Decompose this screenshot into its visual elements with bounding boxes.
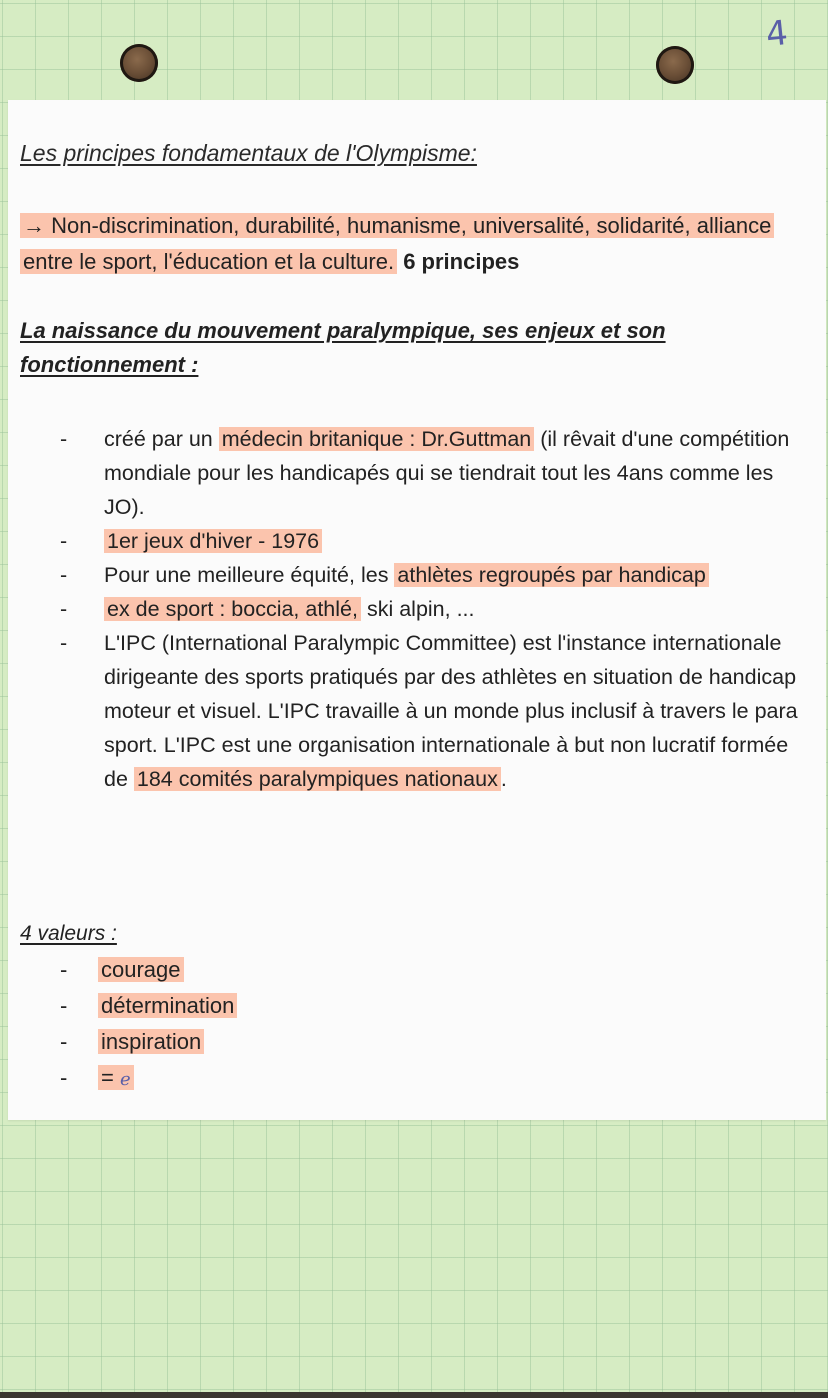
dash-marker: - (60, 993, 68, 1018)
page-number: 4 (763, 12, 790, 56)
value-inspiration: inspiration (98, 1029, 204, 1054)
heading-principles: Les principes fondamentaux de l'Olympisme: (20, 140, 477, 166)
bottom-edge (0, 1392, 828, 1398)
value-determination: détermination (98, 993, 237, 1018)
heading-paralympic-movement: La naissance du mouvement paralympique, ses enjeux et son fonctionnement : (20, 318, 666, 377)
dash-marker: - (60, 563, 68, 587)
values-list (8, 952, 237, 1098)
dash-marker: - (60, 1029, 68, 1054)
dash-marker: - (60, 427, 68, 451)
highlight: 184 comités paralympiques nationaux (134, 767, 501, 791)
list-item: - créé par un médecin britanique : Dr.Guttman (il rêvait d'une compétition mondiale pour les handicapés qui se tiendrait tout les 4ans comme les JO). (8, 422, 826, 524)
dash-marker: - (60, 597, 68, 621)
paralympic-bullet-list (8, 422, 826, 796)
dash-marker: - (60, 529, 68, 553)
highlight: athlètes regroupés par handicap (394, 563, 708, 587)
dash-marker: - (60, 631, 68, 655)
binder-hole-right (656, 46, 694, 84)
list-item: - Pour une meilleure équité, les athlètes regroupés par handicap (8, 558, 826, 592)
handwritten-mark: e (119, 1069, 131, 1090)
principles-count: 6 principes (403, 249, 520, 274)
heading-values: 4 valeurs : (20, 922, 117, 945)
highlight: ex de sport : boccia, athlé, (104, 597, 361, 621)
principles-highlight (20, 213, 774, 274)
value-courage: courage (98, 957, 184, 982)
principles-list: Non-discrimination, durabilité, humanisme, universalité, solidarité, alliance entre le sport, l'éducation et la culture. (23, 213, 772, 274)
principles-paragraph (20, 208, 820, 280)
list-item (8, 988, 237, 1024)
list-item (8, 1060, 237, 1098)
list-item: - L'IPC (International Paralympic Committee) est l'instance internationale dirigeante des sports pratiqués par des athlètes en situation de handicap moteur et visuel. L'IPC travaille à un monde plus inclusif à travers le para sport. L'IPC est une organisation internationale à but non lucratif formée de 184 comités paralympiques nationaux . (8, 626, 826, 796)
dash-marker: - (60, 957, 68, 982)
note-sheet (8, 100, 826, 1120)
highlight: médecin britanique : Dr.Guttman (219, 427, 535, 451)
value-equality: = e (98, 1065, 134, 1090)
list-item (8, 952, 237, 988)
dash-marker: - (60, 1065, 68, 1090)
binder-hole-left (120, 44, 158, 82)
list-item: - ex de sport : boccia, athlé, ski alpin, ... (8, 592, 826, 626)
arrow-icon: → (23, 213, 45, 238)
highlight: 1er jeux d'hiver - 1976 (104, 529, 322, 553)
list-item (8, 1024, 237, 1060)
list-item (8, 524, 826, 558)
